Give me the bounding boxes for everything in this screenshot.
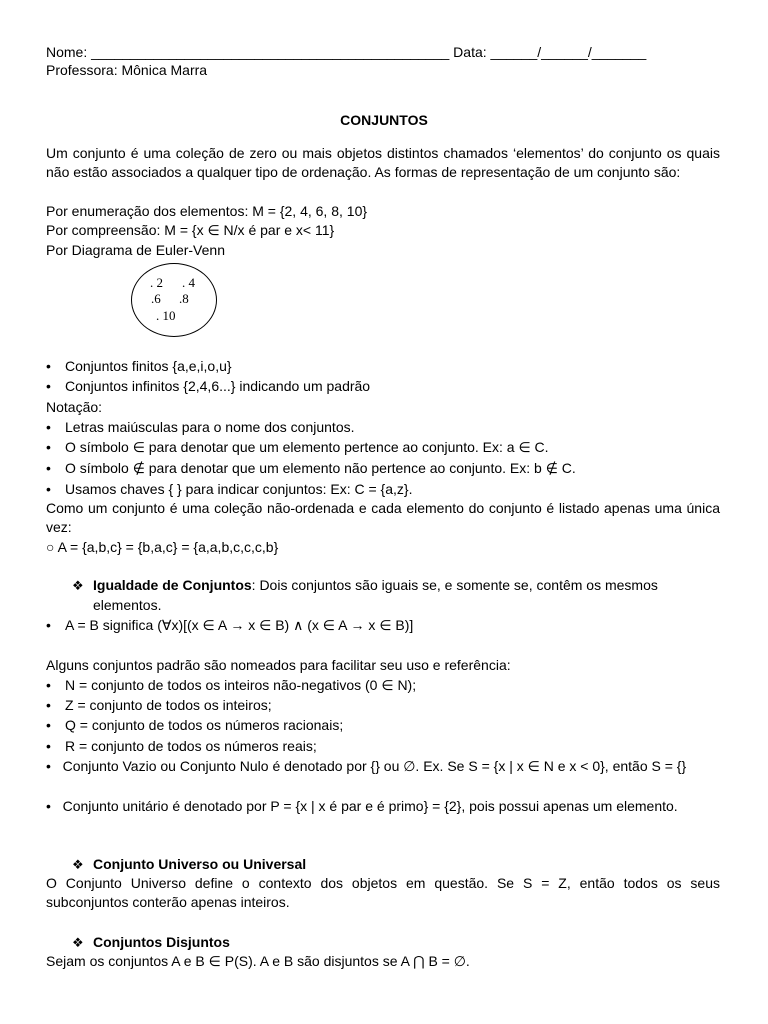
bullet-icon: • <box>46 481 51 497</box>
diamond-bullet-icon: ❖ <box>72 935 84 950</box>
venn-element-6: .6 <box>151 291 161 306</box>
bullet-icon: • <box>46 798 51 814</box>
bullet-icon: • <box>46 717 51 733</box>
bullet-icon: • <box>46 358 51 374</box>
bullet-icon: • <box>46 617 51 633</box>
bullet-icon: • <box>46 677 51 693</box>
disjuntos-heading: ❖ Conjuntos Disjuntos <box>72 934 230 950</box>
circle-example: ○ A = {a,b,c} = {b,a,c} = {a,a,b,c,c,c,b} <box>46 539 279 555</box>
universo-paragraph: O Conjunto Universo define o contexto dos objetos em questão. Se S = Z, então todos os seus subconjuntos conterão apenas inteiros. <box>46 875 720 910</box>
compreensao-line: Por compreensão: M = {x ∈ N/x é par e x< 11} <box>46 222 335 238</box>
diamond-bullet-icon: ❖ <box>72 857 84 872</box>
notacao-label: Notação: <box>46 399 103 415</box>
venn-element-10: . 10 <box>156 308 176 323</box>
padrao-intro: Alguns conjuntos padrão são nomeados para facilitar seu uso e referência: <box>46 657 511 673</box>
name-date-line: Nome: ______________________________________________ Data: ______/______/_______ <box>46 44 647 60</box>
bullet-icon: • <box>46 460 51 476</box>
venn-element-8: .8 <box>179 291 189 306</box>
igualdade-heading: ❖ Igualdade de Conjuntos: Dois conjuntos são iguais se, e somente se, contêm os mesmos <box>72 577 658 593</box>
universo-heading: ❖ Conjunto Universo ou Universal <box>72 856 307 872</box>
diagrama-line: Por Diagrama de Euler-Venn <box>46 242 225 258</box>
venn-element-2: . 2 <box>150 275 163 290</box>
bullet-icon: • <box>46 697 51 713</box>
bullet-icon: • <box>46 758 51 774</box>
teacher-line: Professora: Mônica Marra <box>46 62 208 78</box>
disjuntos-paragraph: Sejam os conjuntos A e B ∈ P(S). A e B são disjuntos se A ⋂ B = ∅. <box>46 953 470 969</box>
unitario-paragraph: • Conjunto unitário é denotado por P = {x | x é par e é primo} = {2}, pois possui apenas um elemento. <box>46 798 678 814</box>
unordered-paragraph: Como um conjunto é uma coleção não-ordenada e cada elemento do conjunto é listado apenas uma única vez: <box>46 500 720 535</box>
igualdade-continued: elementos. <box>93 597 162 613</box>
intro-paragraph: Um conjunto é uma coleção de zero ou mais objetos distintos chamados ‘elementos’ do conjunto os quais não estão associados a qualquer tipo de ordenação. As formas de representação de um conjunto são: <box>46 145 720 180</box>
bullet-icon: • <box>46 419 51 435</box>
enumeracao-line: Por enumeração dos elementos: M = {2, 4, 6, 8, 10} <box>46 203 368 219</box>
diamond-bullet-icon: ❖ <box>72 578 84 593</box>
vazio-paragraph: • Conjunto Vazio ou Conjunto Nulo é denotado por {} ou ∅. Ex. Se S = {x | x ∈ N e x < 0}, então S = {} <box>46 758 687 774</box>
bullet-icon: • <box>46 378 51 394</box>
page-title: CONJUNTOS <box>340 112 428 128</box>
venn-element-4: . 4 <box>182 275 195 290</box>
venn-diagram <box>131 263 217 337</box>
bullet-icon: • <box>46 439 51 455</box>
bullet-icon: • <box>46 738 51 754</box>
